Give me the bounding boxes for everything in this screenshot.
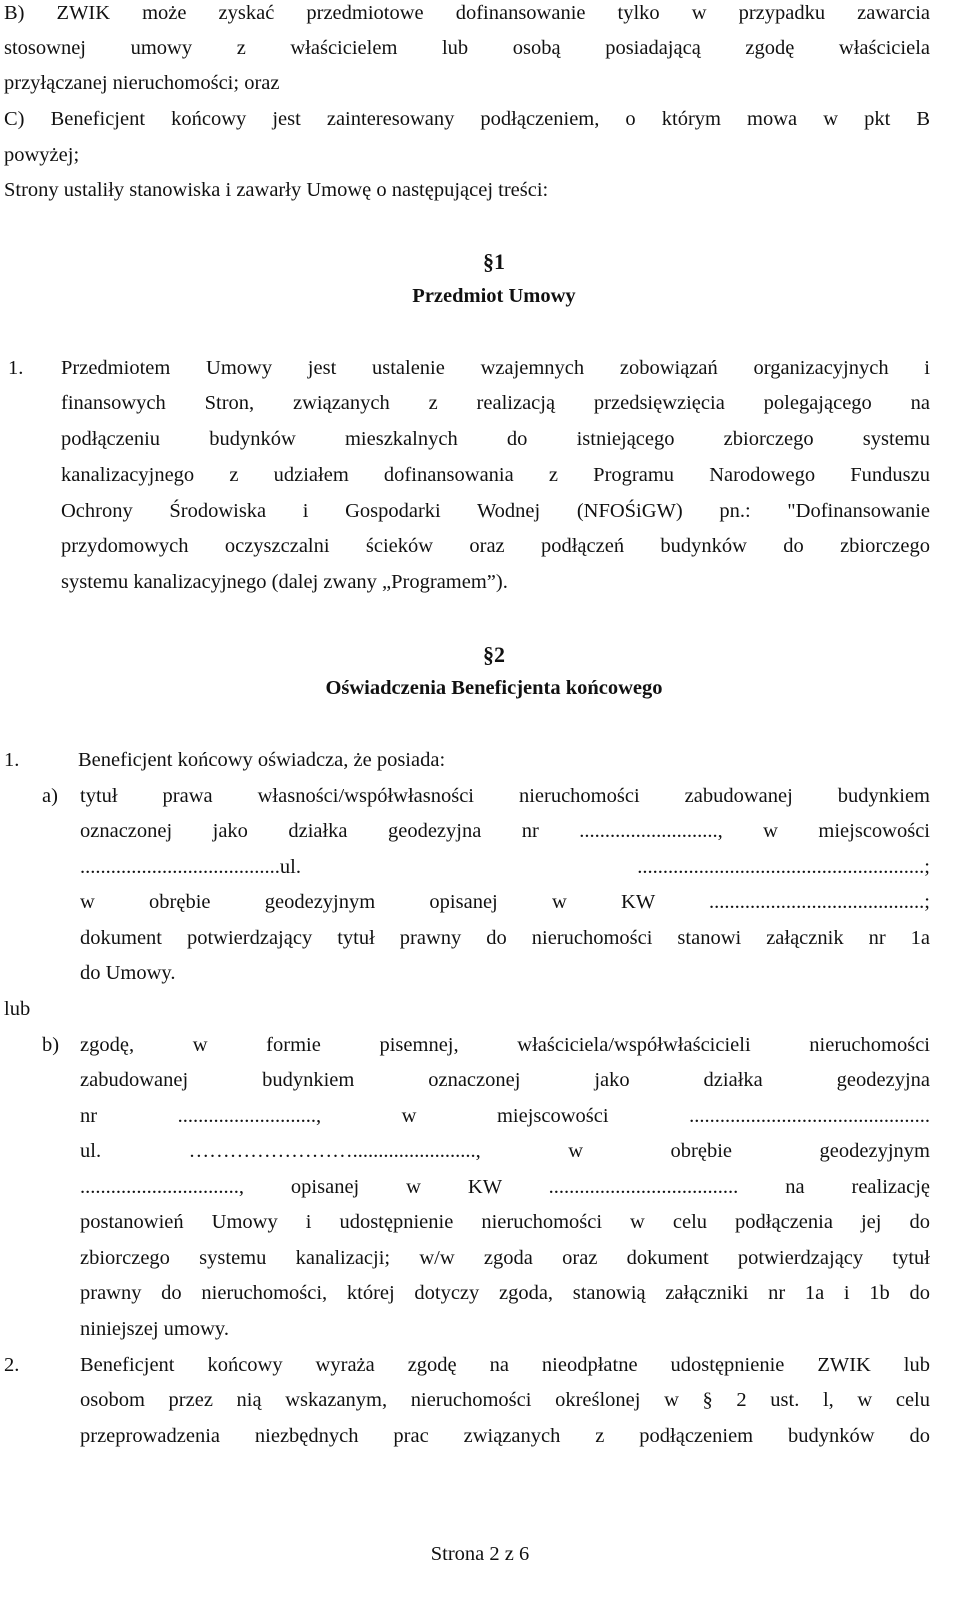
section-1-item-number: 1. [8,357,24,379]
intro-strony: Strony ustaliły stanowiska i zawarły Umowę o następującej treści: [4,179,549,201]
section-1-line-3: podłączeniu budynków mieszkalnych do istniejącego zbiorczego systemu [61,428,930,450]
section-2-number: §2 [483,642,505,667]
section-2-a-line-3: .......................................ul. ........................................................; [80,856,930,878]
intro-b-line-3: przyłączanej nieruchomości; oraz [4,72,280,94]
intro-b-line-2: stosownej umowy z właścicielem lub osobą posiadającą zgodę właściciela [4,37,930,59]
section-2-a-line-6: do Umowy. [80,962,176,984]
section-2-item-2-line-3: przeprowadzenia niezbędnych prac związanych z podłączeniem budynków do [80,1425,930,1447]
section-2-b-line-7: zbiorczego systemu kanalizacji; w/w zgoda oraz dokument potwierdzający tytuł [80,1247,930,1269]
section-2-b-line-1: zgodę, w formie pisemnej, właściciela/współwłaścicieli nieruchomości [80,1034,930,1056]
intro-c-line-1: C) Beneficjent końcowy jest zainteresowany podłączeniem, o którym mowa w pkt B [4,108,930,130]
section-2-item-2-line-1: Beneficjent końcowy wyraża zgodę na nieodpłatne udostępnienie ZWIK lub [80,1354,930,1376]
section-2-title: Oświadczenia Beneficjenta końcowego [325,677,663,699]
section-2-b-label: b) [42,1034,60,1056]
section-1-line-2: finansowych Stron, związanych z realizacją przedsięwzięcia polegającego na [61,392,930,414]
section-2-a-line-4: w obrębie geodezyjnym opisanej w KW ..........................................; [80,891,930,913]
section-2-b-line-8: prawny do nieruchomości, której dotyczy zgoda, stanowią załączniki nr 1a i 1b do [80,1282,930,1304]
section-2-lub: lub [4,998,31,1020]
section-1-line-5: Ochrony Środowiska i Gospodarki Wodnej (NFOŚiGW) pn.: "Dofinansowanie [61,500,930,522]
section-1-title: Przedmiot Umowy [412,285,576,307]
section-2-a-label: a) [42,785,58,807]
section-2-b-line-6: postanowień Umowy i udostępnienie nieruchomości w celu podłączenia jej do [80,1211,930,1233]
section-1-line-1: Przedmiotem Umowy jest ustalenie wzajemnych zobowiązań organizacyjnych i [61,357,930,379]
page-number: Strona 2 z 6 [430,1543,530,1565]
section-2-b-line-9: niniejszej umowy. [80,1318,229,1340]
section-2-b-line-3: nr ..........................., w miejscowości ............................................... [80,1105,930,1127]
intro-c-line-2: powyżej; [4,144,80,166]
section-2-a-line-1: tytuł prawa własności/współwłasności nieruchomości zabudowanej budynkiem [80,785,930,807]
section-2-b-line-4: ul. ……………………........................, w obrębie geodezyjnym [80,1140,930,1162]
section-1-line-4: kanalizacyjnego z udziałem dofinansowania z Programu Narodowego Funduszu [61,464,930,486]
section-2-a-line-2: oznaczonej jako działka geodezyjna nr ..........................., w miejscowości [80,820,930,842]
section-2-a-line-5: dokument potwierdzający tytuł prawny do nieruchomości stanowi załącznik nr 1a [80,927,930,949]
section-2-b-line-2: zabudowanej budynkiem oznaczonej jako działka geodezyjna [80,1069,930,1091]
intro-b-line-1: B) ZWIK może zyskać przedmiotowe dofinansowanie tylko w przypadku zawarcia [4,2,930,24]
section-2-item-2-number: 2. [4,1354,20,1376]
section-1-line-7: systemu kanalizacyjnego (dalej zwany „Programem”). [61,571,508,593]
section-2-item-1-text: Beneficjent końcowy oświadcza, że posiada: [78,749,446,771]
section-1-number: §1 [483,249,505,274]
section-2-b-line-5: ..............................., opisanej w KW ..................................... na realizację [80,1176,930,1198]
section-2-item-2-line-2: osobom przez nią wskazanym, nieruchomości określonej w § 2 ust. l, w celu [80,1389,930,1411]
section-2-item-1-number: 1. [4,749,20,771]
section-1-line-6: przydomowych oczyszczalni ścieków oraz podłączeń budynków do zbiorczego [61,535,930,557]
